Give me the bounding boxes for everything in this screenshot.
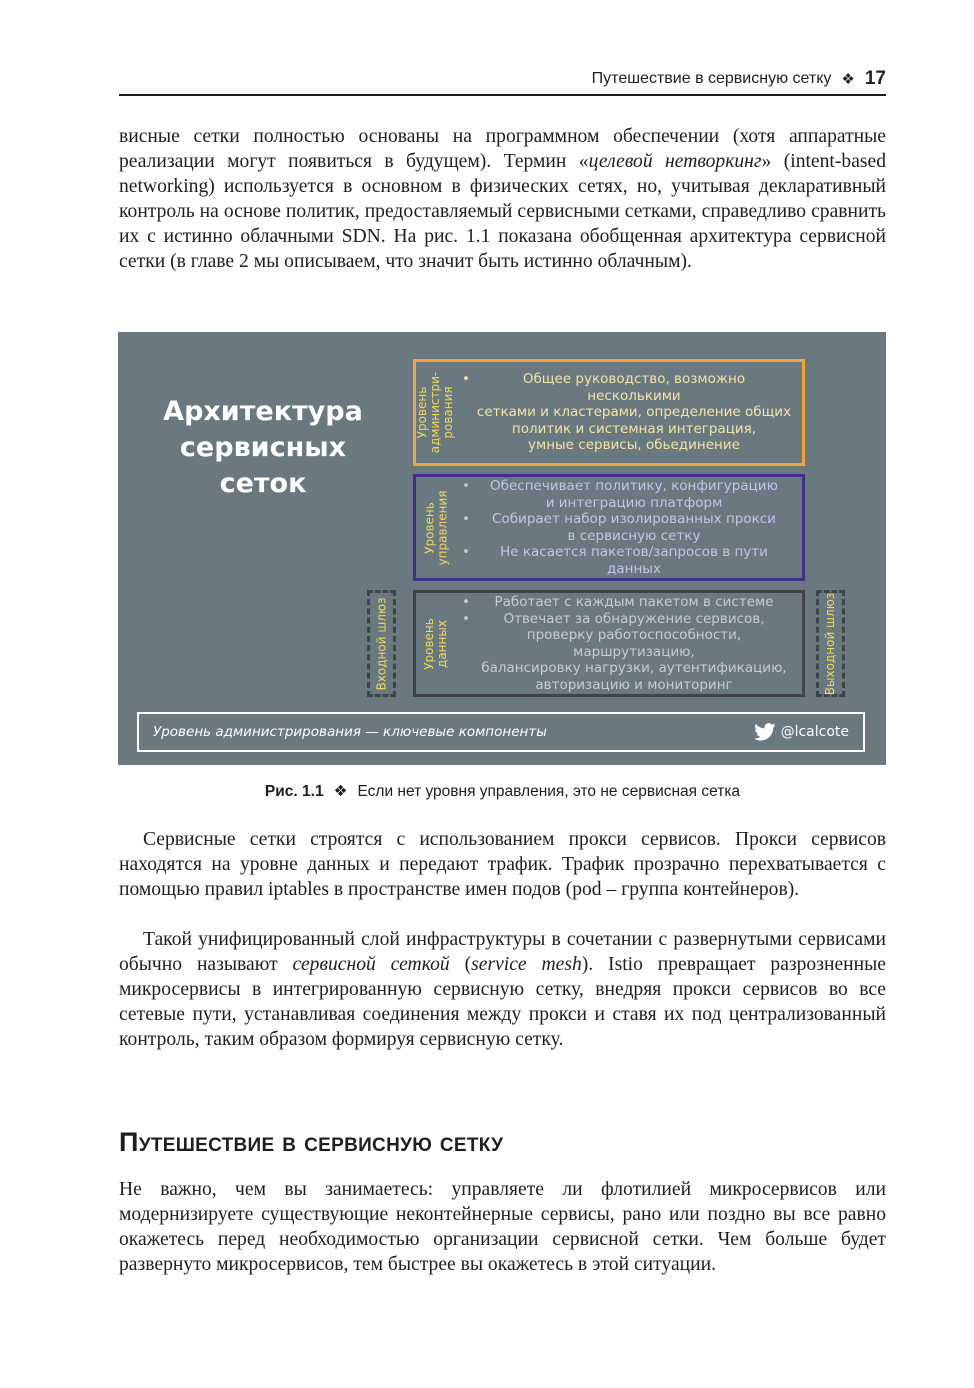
egress-gateway-box: [816, 590, 845, 697]
paragraph-emphasis: service mesh: [471, 954, 582, 975]
paragraph-text: » (intent-based networking) используется в основном в физических сетях, но, учитывая декларативный контроль на основе политик, предоставляемый сервисными сетками, справедливо сравнить их с истинно облачными SDN. На рис. 1.1 показана обобщенная архитектура сервисной сетки (в главе 2 мы описываем, что значит быть истинно облачным).: [119, 151, 887, 272]
twitter-bird-icon: [754, 723, 776, 741]
bullet-dot-icon: •: [462, 371, 470, 388]
bullet-item: [462, 544, 792, 577]
bullet-dot-icon: •: [462, 478, 470, 494]
page-number: 17: [864, 68, 886, 89]
page-header: [119, 64, 886, 96]
bullet-text: Не касается пакетов/запросов в пути данных: [500, 544, 768, 577]
figure-title-line: Архитектура: [163, 396, 363, 427]
admin-layer-bullets: [462, 362, 792, 463]
running-title: Путешествие в сервисную сетку: [591, 70, 832, 87]
bullet-item: [462, 611, 792, 694]
twitter-handle-text: @lcalcote: [780, 724, 849, 740]
twitter-handle: [754, 723, 849, 741]
admin-layer-label: [416, 362, 456, 463]
ingress-gateway-box: [367, 590, 396, 697]
bullet-text: Отвечает за обнаружение сервисов, проверку работоспособности, маршрутизацию, балансировку нагрузки, аутентификацию, авторизацию и мониторинг: [481, 610, 787, 693]
control-layer-box: [413, 474, 805, 581]
bullet-dot-icon: •: [462, 594, 470, 610]
figure-number: Рис. 1.1: [264, 783, 324, 800]
bullet-dot-icon: •: [462, 610, 470, 627]
admin-layer-label-text: Уровень администри-рования: [415, 371, 456, 454]
ingress-gateway-label: Входной шлюз: [374, 597, 389, 690]
paragraph-section-intro: Не важно, чем вы занимаетесь: управляете ли флотилией микросервисов или модернизируете существующие неконтейнерные сервисы, рано или поздно вы все равно окажетесь перед необходимостью организации сервисной сетки. Чем больше будет развернуто микросервисов, тем быстрее вы окажетесь в этой ситуации.: [119, 1179, 886, 1275]
control-layer-label: [416, 477, 456, 578]
bullet-dot-icon: •: [462, 511, 470, 527]
figure-caption-text: Если нет уровня управления, это не сервисная сетка: [357, 783, 741, 800]
paragraph-emphasis: сервисной сеткой: [292, 954, 450, 975]
data-layer-box: [413, 590, 805, 697]
paragraph-proxies: Сервисные сетки строятся с использованием прокси сервисов. Прокси сервисов находятся на уровне данных и передают трафик. Трафик прозрачно перехватывается с помощью правил iptables в пространстве имен подов (pod – группа контейнеров).: [119, 829, 886, 900]
section-heading: Путешествие в сервисную сетку: [119, 1127, 504, 1157]
paragraph-text: висные сетки полностью основаны на программном обеспечении (хотя аппаратные реализации могут появиться в будущем). Термин «: [119, 126, 886, 172]
bullet-dot-icon: •: [462, 544, 470, 560]
data-layer-bullets: [462, 593, 792, 694]
paragraph-text: Такой унифицированный слой инфраструктуры в сочетании с развернутыми сервисами обычно называют: [119, 929, 886, 975]
paragraph-text: (: [449, 954, 472, 975]
data-layer-label-text: Уровень данных: [422, 617, 449, 670]
egress-gateway-label: Выходной шлюз: [823, 592, 838, 695]
figure-caption: [119, 782, 886, 801]
paragraph-text: ). Istio превращает разрозненные микросервисы в интегрированную сервисную сетку, внедряя прокси сервисов во все сетевые пути, устанавливая соединения между прокси и ставя их под централизованный контроль, таким образом формируя сервисную сетку.: [119, 954, 886, 1050]
control-layer-label-text: Уровень управления: [422, 490, 449, 565]
architecture-figure: [118, 332, 886, 765]
paragraph-intro: [119, 124, 886, 274]
bullet-text: Обеспечивает политику, конфигурацию и интеграцию платформ: [490, 478, 778, 511]
data-layer-label: [416, 593, 456, 694]
bullet-item: [462, 594, 792, 611]
admin-layer-box: [413, 359, 805, 466]
bullet-text: Общее руководство, возможно несколькими сетками и кластерами, определение общих политик и системная интеграция, умные сервисы, обьединение: [476, 371, 792, 454]
paragraph-istio: [119, 927, 886, 1052]
bullet-text: Работает с каждым пакетом в системе: [494, 594, 774, 610]
control-layer-bullets: [462, 477, 792, 578]
bullet-item: [462, 511, 792, 544]
figure-title: [132, 394, 394, 502]
paragraph-emphasis: целевой нетворкинг: [588, 151, 762, 172]
bullet-item: [462, 371, 792, 454]
figure-footer-caption: Уровень администрирования — ключевые компоненты: [153, 724, 547, 740]
figure-title-line: сервисных сеток: [179, 432, 347, 499]
header-separator-icon: ❖: [841, 71, 855, 88]
caption-separator-icon: ❖: [333, 783, 348, 800]
bullet-item: [462, 478, 792, 511]
figure-footer: [137, 712, 865, 752]
bullet-text: Собирает набор изолированных прокси в сервисную сетку: [492, 511, 776, 544]
